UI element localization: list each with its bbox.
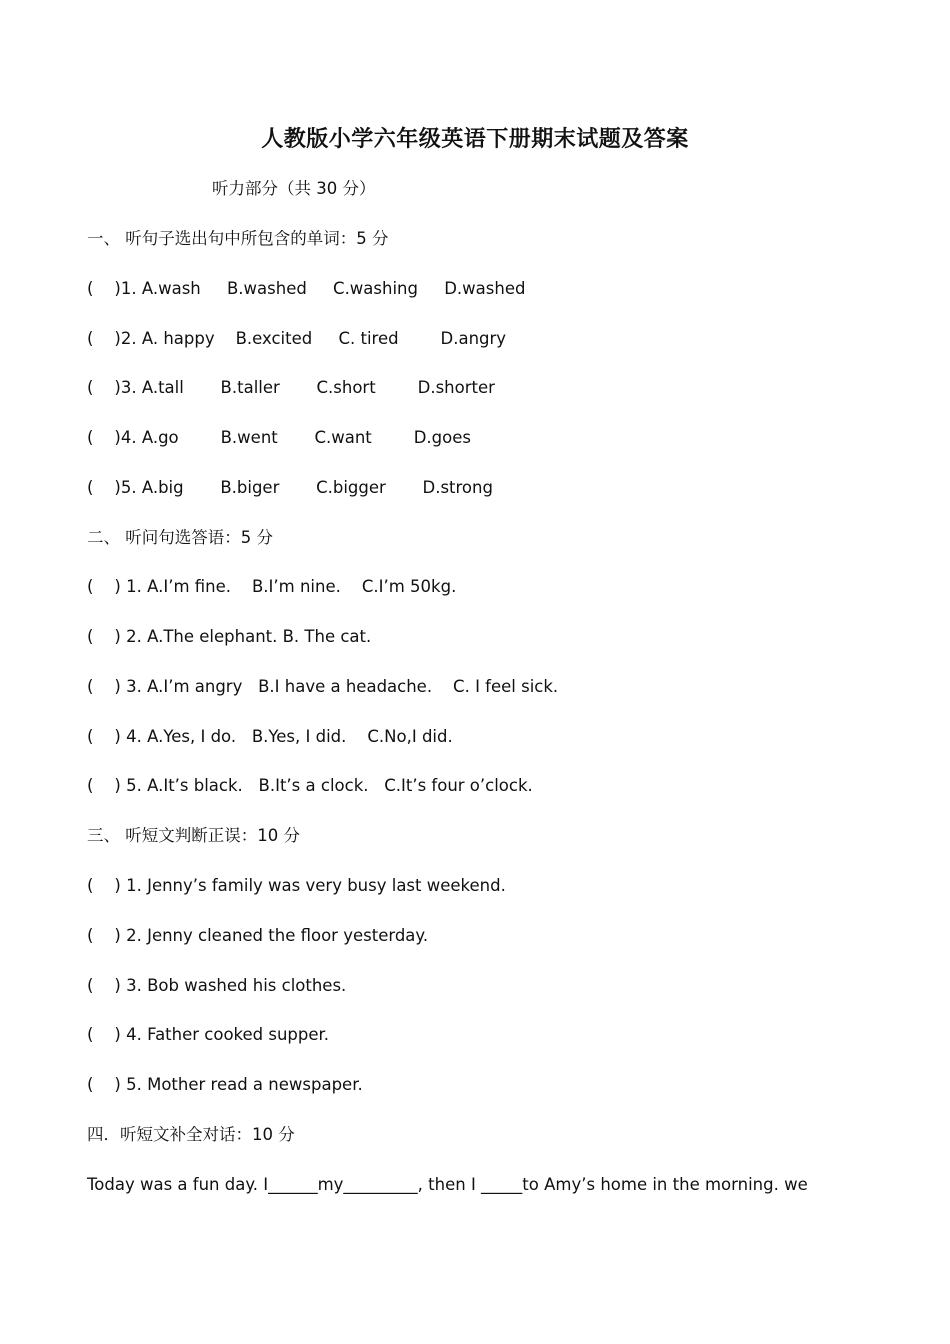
question-line: ( )4. A.go B.went C.want D.goes bbox=[87, 428, 471, 447]
passage-line: Today was a fun day. I______my_________, then I _____to Amy’s home in the morning. we bbox=[87, 1175, 808, 1194]
section-heading-4: 四．听短文补全对话：10 分 bbox=[87, 1125, 295, 1144]
question-line: ( ) 4. Father cooked supper. bbox=[87, 1025, 330, 1044]
section-heading-1: 一、 听句子选出句中所包含的单词：5 分 bbox=[87, 229, 389, 248]
question-line: ( ) 1. Jenny’s family was very busy last weekend. bbox=[87, 876, 506, 895]
question-line: ( )1. A.wash B.washed C.washing D.washed bbox=[87, 279, 526, 298]
question-line: ( )5. A.big B.biger C.bigger D.strong bbox=[87, 478, 493, 497]
section-heading-2: 二、 听问句选答语：5 分 bbox=[87, 528, 273, 547]
question-line: ( )2. A. happy B.excited C. tired D.angry bbox=[87, 329, 507, 348]
question-line: ( ) 5. Mother read a newspaper. bbox=[87, 1075, 363, 1094]
question-line: ( ) 1. A.I’m fine. B.I’m nine. C.I’m 50kg. bbox=[87, 577, 457, 596]
question-line: ( ) 3. Bob washed his clothes. bbox=[87, 976, 347, 995]
page-title: 人教版小学六年级英语下册期末试题及答案 bbox=[261, 127, 689, 152]
section-heading-3: 三、 听短文判断正误：10 分 bbox=[87, 826, 300, 845]
question-line: ( ) 5. A.It’s black. B.It’s a clock. C.It’s four o’clock. bbox=[87, 776, 533, 795]
section-subtitle: 听力部分（共 30 分） bbox=[212, 179, 376, 198]
question-line: ( )3. A.tall B.taller C.short D.shorter bbox=[87, 378, 495, 397]
question-line: ( ) 2. A.The elephant. B. The cat. bbox=[87, 627, 372, 646]
question-line: ( ) 4. A.Yes, I do. B.Yes, I did. C.No,I did. bbox=[87, 727, 453, 746]
question-line: ( ) 2. Jenny cleaned the floor yesterday. bbox=[87, 926, 429, 945]
question-line: ( ) 3. A.I’m angry B.I have a headache. C. I feel sick. bbox=[87, 677, 559, 696]
